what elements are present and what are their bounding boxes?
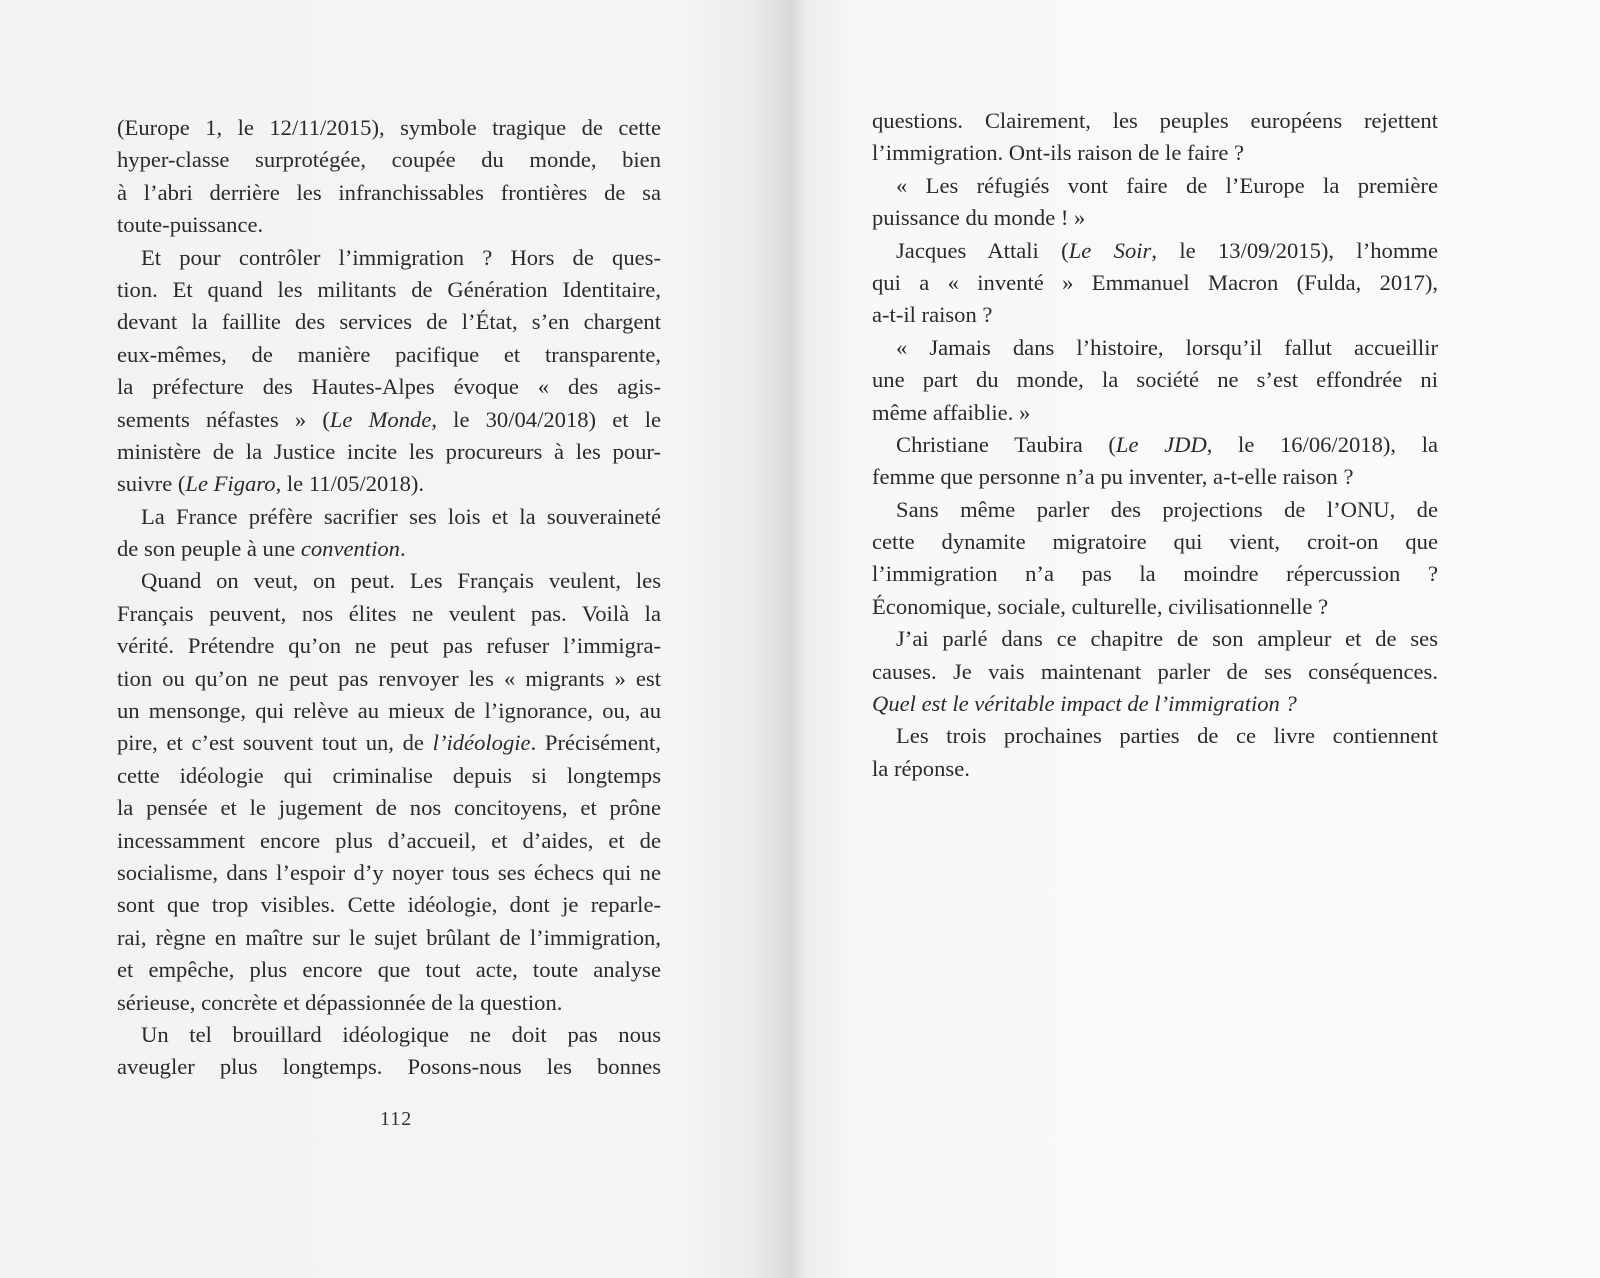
text-segment: femme que personne n’a pu inventer, a-t-elle raison ?	[872, 464, 1354, 490]
text-line	[872, 558, 1438, 590]
italic-text: l’idéologie	[432, 730, 531, 756]
text-line	[872, 137, 1438, 169]
text-segment: aveugler plus longtemps. Posons-nous les bonnes	[117, 1054, 661, 1080]
text-segment: La France préfère sacrifier ses lois et la souveraineté	[141, 503, 661, 529]
text-segment: .	[399, 536, 406, 562]
text-segment: eux-mêmes, de manière pacifique et transparente,	[117, 341, 661, 367]
left-page	[0, 0, 790, 1278]
text-segment: toute-puissance.	[117, 212, 264, 238]
text-segment: même affaiblie. »	[872, 399, 1031, 425]
text-segment: Et pour contrôler l’immigration ? Hors de ques-	[141, 244, 661, 270]
text-line	[872, 170, 1438, 202]
text-line	[117, 792, 661, 824]
left-page-text	[117, 112, 661, 1084]
text-segment: devant la faillite des services de l’État, s’en chargent	[117, 309, 661, 335]
text-segment: , le 11/05/2018).	[275, 471, 425, 497]
text-line	[117, 1019, 661, 1051]
text-segment: la pensée et le jugement de nos concitoyens, et prône	[117, 795, 661, 821]
text-segment: tion ou qu’on ne peut pas renvoyer les « migrants » est	[117, 665, 661, 691]
text-segment: à l’abri derrière les infranchissables frontières de sa	[117, 179, 661, 205]
text-segment: hyper-classe surprotégée, coupée du monde, bien	[117, 147, 661, 173]
text-line	[117, 177, 661, 209]
right-page	[790, 0, 1600, 1278]
text-line	[117, 630, 661, 662]
text-line	[117, 274, 661, 306]
text-line	[117, 339, 661, 371]
text-segment: Économique, sociale, culturelle, civilisationnelle ?	[872, 593, 1329, 619]
italic-text: Le Figaro	[185, 471, 276, 497]
text-segment: puissance du monde ! »	[872, 205, 1086, 231]
text-line	[872, 688, 1438, 720]
text-line	[872, 429, 1438, 461]
text-line	[872, 267, 1438, 299]
text-segment: Un tel brouillard idéologique ne doit pas nous	[141, 1021, 661, 1047]
text-segment: Les trois prochaines parties de ce livre contiennent	[896, 723, 1438, 749]
text-segment: Français peuvent, nos élites ne veulent pas. Voilà la	[117, 600, 661, 626]
text-line	[117, 1051, 661, 1083]
italic-text: Quel est le véritable impact de l’immigration ?	[872, 691, 1297, 717]
text-segment: vérité. Prétendre qu’on ne peut pas refuser l’immigra-	[117, 633, 661, 659]
text-line	[872, 494, 1438, 526]
text-segment: rai, règne en maître sur le sujet brûlant de l’immigration,	[117, 924, 661, 950]
page-number: 112	[380, 1108, 413, 1130]
text-line	[117, 922, 661, 954]
text-line	[117, 501, 661, 533]
italic-text: Le Monde	[329, 406, 432, 432]
text-line	[117, 112, 661, 144]
text-line	[117, 598, 661, 630]
text-segment: l’immigration. Ont-ils raison de le faire ?	[872, 140, 1245, 166]
text-line	[872, 753, 1438, 785]
text-segment: questions. Clairement, les peuples européens rejettent	[872, 108, 1438, 133]
text-segment: la préfecture des Hautes-Alpes évoque « des agis-	[117, 374, 661, 400]
text-segment: Sans même parler des projections de l’ONU, de	[896, 496, 1438, 522]
text-segment: incessamment encore plus d’accueil, et d’aides, et de	[117, 827, 661, 853]
text-line	[117, 404, 661, 436]
text-line	[117, 565, 661, 597]
text-segment: l’immigration n’a pas la moindre répercussion ?	[872, 561, 1438, 587]
text-segment: cette dynamite migratoire qui vient, croit-on que	[872, 529, 1438, 555]
text-line	[117, 436, 661, 468]
text-line	[117, 760, 661, 792]
text-segment: cette idéologie qui criminalise depuis si longtemps	[117, 762, 661, 788]
text-segment: et empêche, plus encore que tout acte, toute analyse	[117, 957, 661, 983]
text-line	[117, 987, 661, 1019]
text-line	[872, 105, 1438, 137]
text-segment: une part du monde, la société ne s’est effondrée ni	[872, 367, 1438, 393]
text-line	[117, 306, 661, 338]
text-segment: qui a « inventé » Emmanuel Macron (Fulda, 2017),	[872, 269, 1438, 295]
text-line	[117, 144, 661, 176]
text-line	[872, 461, 1438, 493]
text-segment: , le 16/06/2018), la	[1206, 431, 1438, 457]
text-segment: sont que trop visibles. Cette idéologie, dont je reparle-	[117, 892, 661, 918]
text-line	[117, 695, 661, 727]
text-line	[872, 656, 1438, 688]
text-segment: (Europe 1, le 12/11/2015), symbole tragique de cette	[117, 115, 661, 140]
text-segment: Jacques Attali (	[896, 237, 1069, 263]
text-line	[117, 889, 661, 921]
text-line	[872, 591, 1438, 623]
text-segment: socialisme, dans l’espoir d’y noyer tous ses échecs qui ne	[117, 859, 661, 885]
text-line	[117, 727, 661, 759]
text-line	[872, 332, 1438, 364]
text-line	[872, 623, 1438, 655]
text-line	[117, 825, 661, 857]
text-line	[117, 371, 661, 403]
text-line	[117, 857, 661, 889]
right-page-text	[872, 105, 1438, 785]
text-line	[117, 954, 661, 986]
text-line	[872, 202, 1438, 234]
text-segment: ministère de la Justice incite les procureurs à les pour-	[117, 438, 661, 464]
text-segment: de son peuple à une	[117, 536, 301, 562]
text-segment: suivre (	[117, 471, 186, 497]
text-segment: causes. Je vais maintenant parler de ses conséquences.	[872, 658, 1438, 684]
text-segment: sérieuse, concrète et dépassionnée de la question.	[117, 989, 563, 1015]
text-line	[117, 468, 661, 500]
text-segment: « Les réfugiés vont faire de l’Europe la première	[896, 172, 1438, 198]
text-segment: un mensonge, qui relève au mieux de l’ignorance, ou, au	[117, 698, 661, 724]
text-line	[872, 526, 1438, 558]
text-line	[872, 235, 1438, 267]
text-segment: « Jamais dans l’histoire, lorsqu’il fallut accueillir	[896, 334, 1438, 360]
text-segment: sements néfastes » (	[117, 406, 330, 432]
text-line	[117, 533, 661, 565]
text-segment: la réponse.	[872, 755, 970, 781]
text-segment: , le 30/04/2018) et le	[431, 406, 662, 432]
text-line	[117, 242, 661, 274]
italic-text: Le Soir	[1068, 237, 1152, 263]
text-line	[872, 299, 1438, 331]
text-line	[872, 364, 1438, 396]
text-segment: . Précisément,	[530, 730, 661, 756]
text-segment: pire, et c’est souvent tout un, de	[117, 730, 433, 756]
text-line	[117, 663, 661, 695]
italic-text: Le JDD	[1115, 431, 1207, 457]
text-segment: Christiane Taubira (	[896, 431, 1116, 457]
italic-text: convention	[300, 536, 400, 562]
text-line	[872, 397, 1438, 429]
text-segment: a-t-il raison ?	[872, 302, 993, 328]
text-line	[117, 209, 661, 241]
text-segment: , le 13/09/2015), l’homme	[1151, 237, 1438, 263]
text-segment: J’ai parlé dans ce chapitre de son ampleur et de ses	[896, 626, 1438, 652]
text-segment: Quand on veut, on peut. Les Français veulent, les	[141, 568, 661, 594]
text-segment: tion. Et quand les militants de Génération Identitaire,	[117, 276, 661, 302]
text-line	[872, 720, 1438, 752]
